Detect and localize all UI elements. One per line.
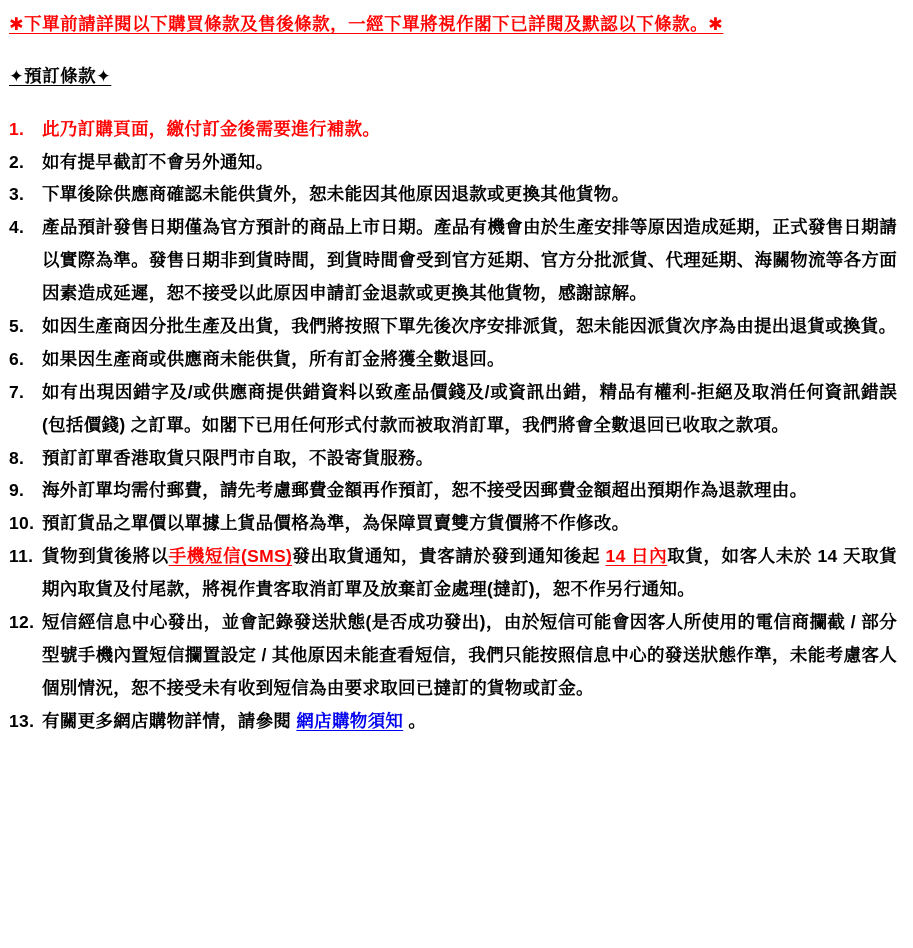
term-segment: 取貨，如客人未於 14 天取貨期內取貨及付尾款，將視作貴客取消訂單及放棄訂金處理(撻訂)，恕不作另行通知。 (42, 546, 897, 600)
term-number: 2. (9, 151, 25, 172)
term-item (9, 507, 897, 540)
term-number: 12. (9, 611, 35, 632)
term-number: 11. (9, 546, 34, 567)
term-number: 4. (9, 217, 25, 238)
term-text (42, 184, 629, 204)
term-number: 10. (9, 513, 35, 534)
term-number: 6. (9, 348, 25, 369)
term-segment: 有關更多網店購物詳情，請參閱 (42, 710, 297, 731)
term-text (42, 152, 273, 172)
term-segment: 發出取貨通知，貴客請於發到通知後起 (292, 546, 606, 567)
term-item (9, 146, 897, 179)
term-number: 5. (9, 315, 25, 336)
term-segment: 此乃訂購頁面，繳付訂金後需要進行補款。 (42, 118, 381, 139)
terms-list (9, 113, 897, 738)
term-item (9, 705, 897, 738)
page-title: ✱下單前請詳閱以下購買條款及售後條款，一經下單將視作閣下已詳閱及默認以下條款。✱ (9, 14, 724, 34)
section-header-preorder-terms: ✦預訂條款✦ (9, 66, 112, 87)
term-item (9, 113, 897, 146)
term-segment: 。 (403, 710, 427, 731)
term-item (9, 442, 897, 475)
term-text (42, 480, 807, 500)
term-text (42, 513, 629, 533)
shopping-guide-link[interactable]: 網店購物須知 (296, 710, 404, 731)
term-segment: 如果因生產商或供應商未能供貨，所有訂金將獲全數退回。 (42, 348, 505, 369)
term-number: 8. (9, 447, 25, 468)
term-text (42, 349, 505, 369)
term-segment: 下單後除供應商確認未能供貨外，恕未能因其他原因退款或更換其他貨物。 (42, 184, 630, 205)
term-number: 13. (9, 710, 35, 731)
term-number: 9. (9, 480, 25, 501)
term-text (42, 119, 380, 139)
term-highlight: 手機短信(SMS) (168, 546, 293, 567)
term-number: 1. (9, 118, 25, 139)
term-segment: 貨物到貨後將以 (42, 546, 169, 567)
term-item (9, 178, 897, 211)
term-item (9, 211, 897, 310)
term-text (42, 612, 897, 698)
term-item (9, 474, 897, 507)
term-segment: 預訂訂單香港取貨只限門市自取，不設寄貨服務。 (42, 447, 434, 468)
term-text (42, 217, 897, 303)
term-item (9, 343, 897, 376)
term-item (9, 540, 897, 606)
term-highlight: 14 日內 (605, 546, 668, 567)
term-segment: 短信經信息中心發出，並會記錄發送狀態(是否成功發出)，由於短信可能會因客人所使用的電信商攔截 / 部分型號手機內置短信攔置設定 / 其他原因未能查看短信，我們只能按照信息中心的發送狀態作準，未能考慮客人個別情況，恕不接受未有收到短信為由要求取回已撻訂的貨物或訂金。 (42, 611, 897, 698)
term-segment: 如有提早截訂不會另外通知。 (42, 151, 274, 172)
term-item (9, 606, 897, 705)
term-item (9, 376, 897, 442)
term-segment: 產品預計發售日期僅為官方預計的商品上市日期。產品有機會由於生產安排等原因造成延期，正式發售日期請以實際為準。發售日期非到貨時間，到貨時間會受到官方延期、官方分批派貨、代理延期、海關物流等各方面因素造成延遲，恕不接受以此原因申請訂金退款或更換其他貨物，感謝諒解。 (42, 217, 897, 304)
term-text (42, 546, 897, 599)
term-text (42, 711, 426, 731)
term-text (42, 316, 896, 336)
term-segment: 如有出現因錯字及/或供應商提供錯資料以致產品價錢及/或資訊出錯，精品有權利-拒絕及取消任何資訊錯誤(包括價錢) 之訂單。如閣下已用任何形式付款而被取消訂單，我們將會全數退回已收取之款項。 (42, 381, 897, 435)
term-text (42, 382, 897, 435)
term-segment: 如因生產商因分批生產及出貨，我們將按照下單先後次序安排派貨，恕未能因派貨次序為由提出退貨或換貨。 (42, 315, 897, 336)
term-text (42, 448, 434, 468)
term-segment: 預訂貨品之單價以單據上貨品價格為準，為保障買賣雙方貨價將不作修改。 (42, 513, 630, 534)
term-number: 3. (9, 184, 25, 205)
term-item (9, 310, 897, 343)
term-number: 7. (9, 381, 25, 402)
term-segment: 海外訂單均需付郵費，請先考慮郵費金額再作預訂，恕不接受因郵費金額超出預期作為退款理由。 (42, 480, 808, 501)
